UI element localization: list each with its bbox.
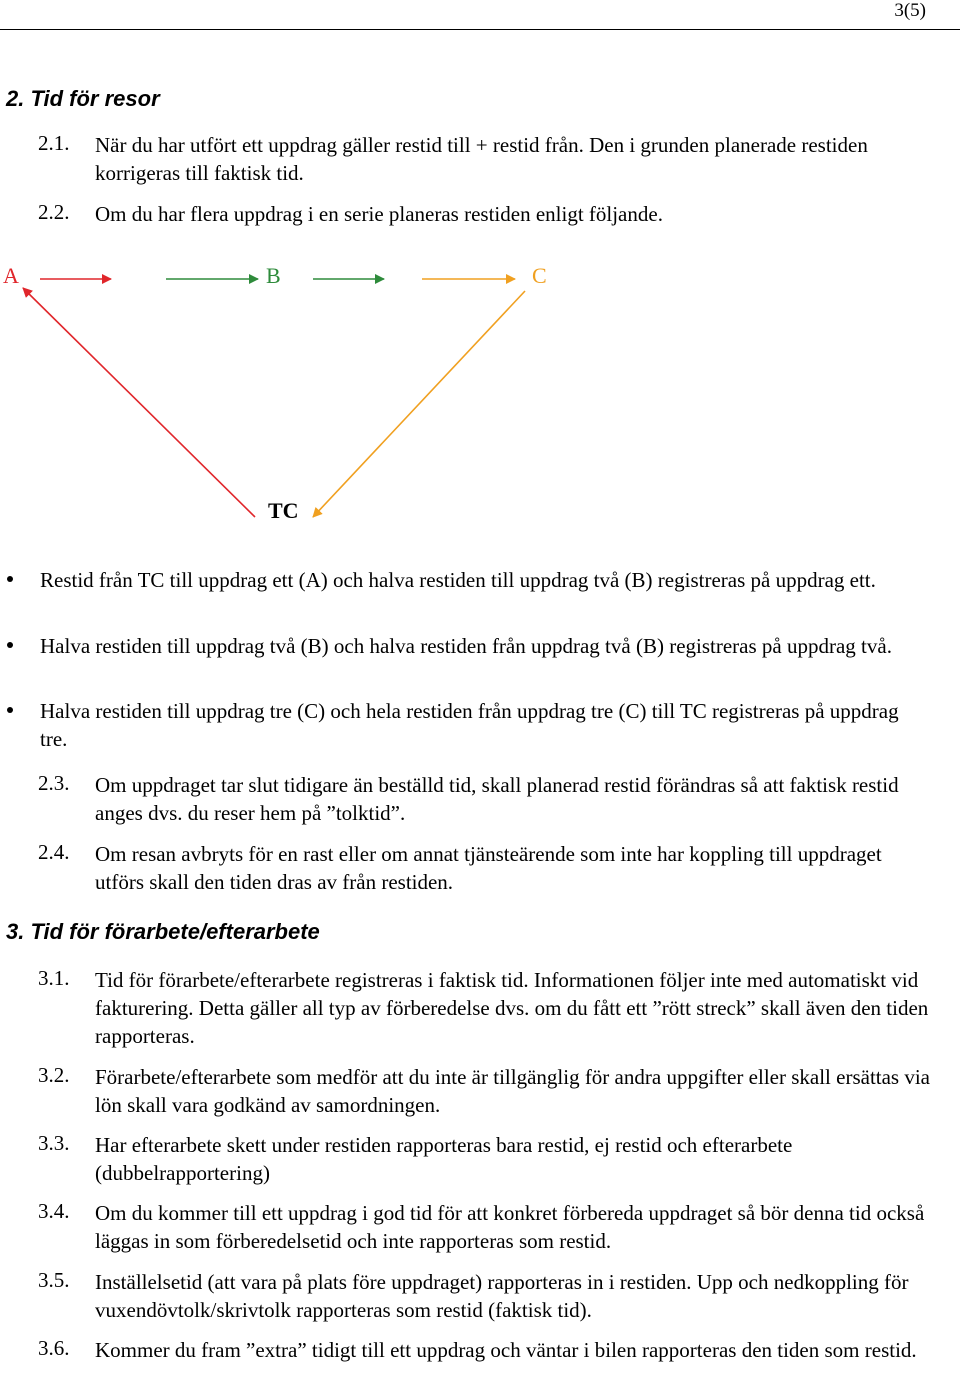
item-number: 2.4. (38, 840, 70, 864)
header-rule (0, 29, 960, 30)
section-3-heading: 3. Tid för förarbete/efterarbete (6, 919, 320, 944)
item-text: När du har utfört ett uppdrag gäller restid till + restid från. Den i grunden planerade restiden korrigeras till faktisk tid. (95, 133, 868, 185)
section-2-heading: 2. Tid för resor (6, 86, 160, 111)
travel-route-diagram (0, 255, 960, 530)
page-number: 3(5) (894, 0, 926, 21)
node-c-label: C (532, 263, 547, 288)
item-number: 3.1. (38, 966, 70, 990)
item-text: Kommer du fram ”extra” tidigt till ett uppdrag och väntar i bilen rapporteras den tiden som restid. (95, 1338, 917, 1362)
item-text: Förarbete/efterarbete som medför att du inte är tillgänglig för andra uppgifter eller skall ersättas via lön skall vara godkänd av samordningen. (95, 1065, 931, 1117)
item-number: 3.4. (38, 1199, 70, 1223)
item-text: Om resan avbryts för en rast eller om annat tjänsteärende som inte har koppling till uppdraget utförs skall den tiden dras av från restiden. (95, 842, 882, 894)
node-b-label: B (266, 263, 281, 288)
bullet-text: Halva restiden till uppdrag två (B) och halva restiden från uppdrag två (B) registreras på uppdrag två. (40, 634, 892, 658)
item-text: Inställelsetid (att vara på plats före uppdraget) rapporteras in i restiden. Upp och nedkoppling för vuxendövtolk/skrivtolk rapporteras som restid (faktisk tid). (95, 1270, 909, 1322)
bullet-dot (7, 642, 13, 648)
item-number: 3.2. (38, 1063, 70, 1087)
item-number: 2.1. (38, 131, 70, 155)
node-a-label: A (3, 263, 19, 288)
item-number: 3.3. (38, 1131, 70, 1155)
node-tc-label: TC (268, 498, 299, 523)
bullet-dot (7, 707, 13, 713)
item-text: Har efterarbete skett under restiden rapporteras bara restid, ej restid och efterarbete (dubbelrapportering) (95, 1133, 793, 1185)
arrow-c-to-tc (313, 291, 525, 517)
bullet-dot (7, 576, 13, 582)
item-number: 2.3. (38, 771, 70, 795)
item-number: 2.2. (38, 200, 70, 224)
item-text: Om du kommer till ett uppdrag i god tid för att konkret förbereda uppdraget så bör denna tid också läggas in som förberedelsetid och inte rapporteras som restid. (95, 1201, 925, 1253)
item-text: Om du har flera uppdrag i en serie planeras restiden enligt följande. (95, 202, 663, 226)
arrow-tc-to-a (23, 288, 255, 517)
item-text: Tid för förarbete/efterarbete registreras i faktisk tid. Informationen följer inte med automatiskt vid fakturering. Detta gäller all typ av förberedelse dvs. om du fått ett ”rött streck” skall även den tiden rapporteras. (95, 968, 929, 1048)
item-number: 3.5. (38, 1268, 70, 1292)
bullet-text: Restid från TC till uppdrag ett (A) och halva restiden till uppdrag två (B) registreras på uppdrag ett. (40, 568, 876, 592)
bullet-text: Halva restiden till uppdrag tre (C) och hela restiden från uppdrag tre (C) till TC registreras på uppdrag tre. (40, 699, 899, 751)
item-text: Om uppdraget tar slut tidigare än beställd tid, skall planerad restid förändras så att faktisk restid anges dvs. du reser hem på ”tolktid”. (95, 773, 899, 825)
item-number: 3.6. (38, 1336, 70, 1360)
